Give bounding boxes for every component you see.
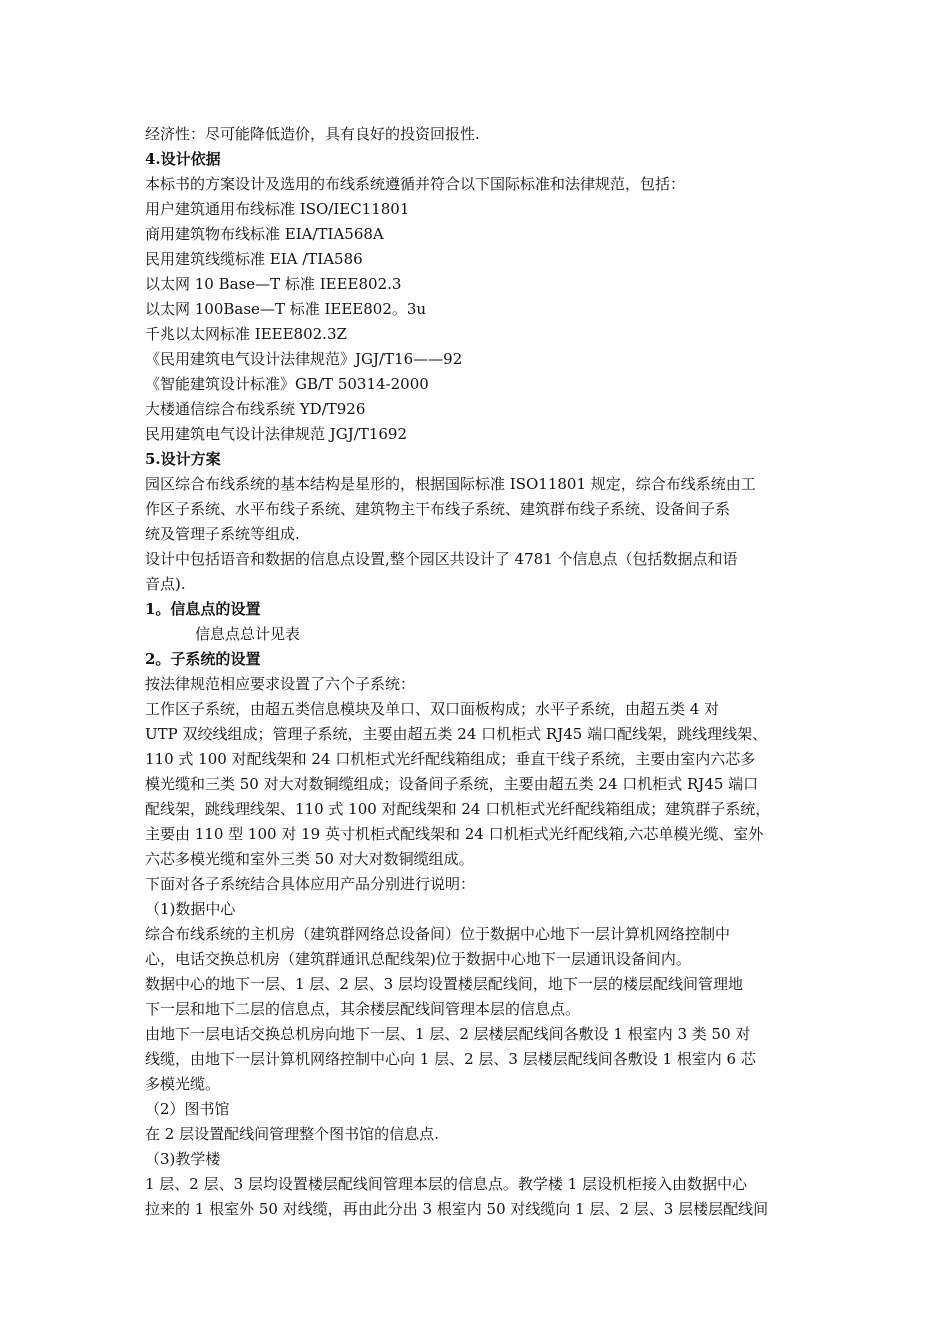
section-heading: 2。子系统的设置 — [145, 650, 261, 668]
text-line: 拉来的 1 根室外 50 对线缆，再由此分出 3 根室内 50 对线缆向 1 层、2 层、3 层楼层配线间 — [145, 1200, 769, 1218]
text-line: 用户建筑通用布线标准 ISO/IEC11801 — [145, 200, 410, 218]
text-line: 统及管理子系统等组成. — [145, 525, 300, 543]
text-line: 六芯多模光缆和室外三类 50 对大对数铜缆组成。 — [145, 850, 474, 868]
section-heading: 1。信息点的设置 — [145, 600, 261, 618]
text-line: 按法律规范相应要求设置了六个子系统： — [145, 675, 416, 693]
text-line: 民用建筑线缆标准 EIA /TIA586 — [145, 250, 363, 268]
document-page — [145, 122, 810, 1222]
text-line: 下面对各子系统结合具体应用产品分别进行说明： — [145, 875, 476, 893]
text-line: 下一层和地下二层的信息点，其余楼层配线间管理本层的信息点。 — [145, 1000, 581, 1018]
text-line: 多模光缆。 — [145, 1075, 221, 1093]
text-line: 大楼通信综合布线系统 YD/T926 — [145, 400, 366, 418]
text-line: 信息点总计见表 — [195, 625, 301, 643]
text-line: 设计中包括语音和数据的信息点设置,整个园区共设计了 4781 个信息点（包括数据点和语 — [145, 550, 738, 568]
text-line: 音点). — [145, 575, 186, 593]
text-line: 1 层、2 层、3 层均设置楼层配线间管理本层的信息点。教学楼 1 层设机柜接入由数据中心 — [145, 1175, 748, 1193]
text-line: 经济性：尽可能降低造价，具有良好的投资回报性. — [145, 125, 480, 143]
text-line: （1)数据中心 — [145, 900, 236, 918]
text-line: UTP 双绞线组成；管理子系统，主要由超五类 24 口机柜式 RJ45 端口配线架，跳线理线架、 — [145, 725, 768, 743]
text-line: 作区子系统、水平布线子系统、建筑物主干布线子系统、建筑群布线子系统、设备间子系 — [145, 500, 731, 518]
text-line: 数据中心的地下一层、1 层、2 层、3 层均设置楼层配线间，地下一层的楼层配线间管理地 — [145, 975, 743, 993]
section-heading: 4.设计依据 — [145, 150, 221, 168]
section-heading: 5.设计方案 — [145, 450, 221, 468]
text-line: 线缆，由地下一层计算机网络控制中心向 1 层、2 层、3 层楼层配线间各敷设 1 根室内 6 芯 — [145, 1050, 756, 1068]
text-line: 综合布线系统的主机房（建筑群网络总设备间）位于数据中心地下一层计算机网络控制中 — [145, 925, 731, 943]
text-line: 本标书的方案设计及选用的布线系统遵循并符合以下国际标准和法律规范，包括： — [145, 175, 686, 193]
text-line: 商用建筑物布线标准 EIA/TIA568A — [145, 225, 384, 243]
text-line: 心，电话交换总机房（建筑群通讯总配线架)位于数据中心地下一层通讯设备间内。 — [145, 950, 691, 968]
text-line: 配线架，跳线理线架、110 式 100 对配线架和 24 口机柜式光纤配线箱组成；建筑群子系统， — [145, 800, 771, 818]
text-line: 主要由 110 型 100 对 19 英寸机柜式配线架和 24 口机柜式光纤配线箱,六芯单模光缆、室外 — [145, 825, 764, 843]
text-line: 以太网 10 Base—T 标准 IEEE802.3 — [145, 275, 402, 293]
text-line: 模光缆和三类 50 对大对数铜缆组成；设备间子系统，主要由超五类 24 口机柜式 RJ45 端口 — [145, 775, 759, 793]
text-line: 工作区子系统，由超五类信息模块及单口、双口面板构成；水平子系统，由超五类 4 对 — [145, 700, 720, 718]
text-line: 民用建筑电气设计法律规范 JGJ/T1692 — [145, 425, 408, 443]
text-line: 以太网 100Base—T 标准 IEEE802。3u — [145, 300, 427, 318]
text-line: 园区综合布线系统的基本结构是星形的，根据国际标准 ISO11801 规定，综合布线系统由工 — [145, 475, 756, 493]
text-line: （3)教学楼 — [145, 1150, 221, 1168]
text-line: 由地下一层电话交换总机房向地下一层、1 层、2 层楼层配线间各敷设 1 根室内 3 类 50 对 — [145, 1025, 751, 1043]
text-line: 110 式 100 对配线架和 24 口机柜式光纤配线箱组成；垂直干线子系统，主要由室内六芯多 — [145, 750, 756, 768]
text-line: 《民用建筑电气设计法律规范》JGJ/T16——92 — [145, 350, 463, 368]
text-line: 在 2 层设置配线间管理整个图书馆的信息点. — [145, 1125, 439, 1143]
text-line: 《智能建筑设计标准》GB/T 50314-2000 — [145, 375, 429, 393]
text-line: （2）图书馆 — [145, 1100, 230, 1118]
text-line: 千兆以太网标准 IEEE802.3Z — [145, 325, 347, 343]
